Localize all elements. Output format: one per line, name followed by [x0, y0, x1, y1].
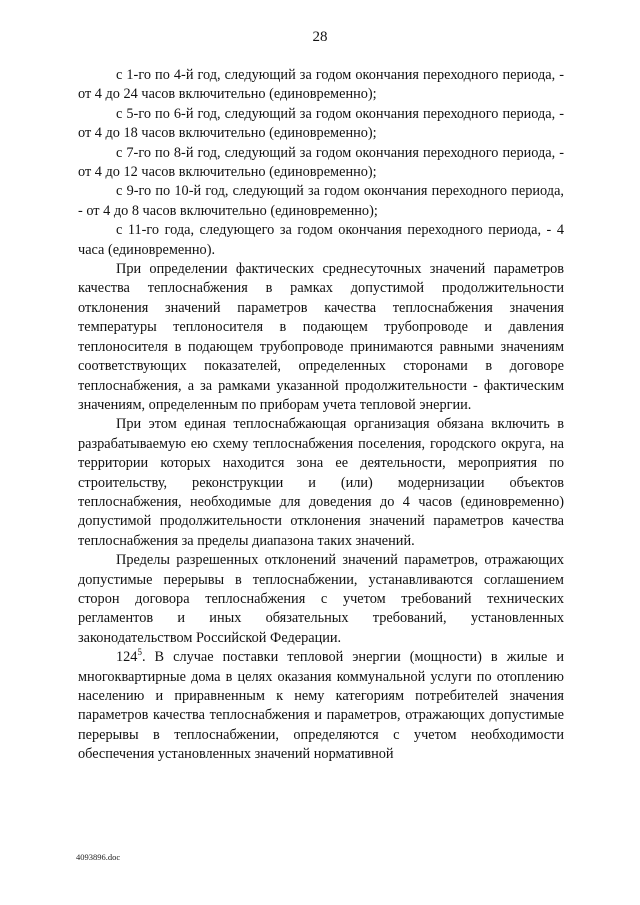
- clause-superscript: 5: [137, 647, 142, 658]
- clause-number: 124: [116, 649, 138, 666]
- footer-filename: 4093896.doc: [76, 852, 121, 862]
- paragraph-period-1: с 1-го по 4-й год, следующий за годом окончания переходного периода, - от 4 до 24 часов включительно (единовременно);: [78, 67, 564, 103]
- document-body: [78, 66, 564, 765]
- clause-text: . В случае поставки тепловой энергии (мощности) в жилые и многоквартирные дома в целях оказания коммунальной услуги по отоплению населению и приравненным к нему категориям потребителей значения параметров качества теплоснабжения и параметров, отражающих допустимые перерывы в теплоснабжении, определяются с учетом необходимости обеспечения установленных значений нормативной: [78, 649, 564, 763]
- paragraph-period-2: с 5-го по 6-й год, следующий за годом окончания переходного периода, - от 4 до 18 часов включительно (единовременно);: [78, 105, 564, 142]
- paragraph-period-3: с 7-го по 8-й год, следующий за годом окончания переходного периода, - от 4 до 12 часов включительно (единовременно);: [78, 144, 564, 181]
- paragraph-allowed-deviations: Пределы разрешенных отклонений значений параметров, отражающих допустимые перерывы в теплоснабжении, устанавливаются соглашением сторон договора теплоснабжения с учетом требований технических регламентов и иных обязательных требований, установленных законодательством Российской Федерации.: [78, 552, 564, 646]
- paragraph-actual-values: При определении фактических среднесуточных значений параметров качества теплоснабжения в рамках допустимой продолжительности отклонения значений параметров качества теплоснабжения значения температуры теплоносителя в подающем трубопроводе и давления теплоносителя в подающем трубопроводе принимаются равными значениям соответствующих показателей, определенных сторонами в договоре теплоснабжения, а за рамками указанной продолжительности - фактическим значениям, определенным по приборам учета тепловой энергии.: [78, 261, 564, 413]
- paragraph-clause-124-5: [78, 648, 564, 764]
- page-number: 28: [312, 29, 328, 45]
- paragraph-period-4: с 9-го по 10-й год, следующий за годом окончания переходного периода, - от 4 до 8 часов включительно (единовременно);: [78, 183, 564, 219]
- paragraph-period-5: с 11-го года, следующего за годом окончания переходного периода, - 4 часа (единовременно).: [78, 222, 564, 258]
- paragraph-heat-supply-scheme: При этом единая теплоснабжающая организация обязана включить в разрабатываемую ею схему теплоснабжения поселения, городского округа, на территории которых находится зона ее деятельности, мероприятия по строительству, реконструкции и (или) модернизации объектов теплоснабжения, необходимые для доведения до 4 часов (единовременно) допустимой продолжительности отклонения значений параметров качества теплоснабжения за пределы диапазона таких значений.: [78, 416, 564, 549]
